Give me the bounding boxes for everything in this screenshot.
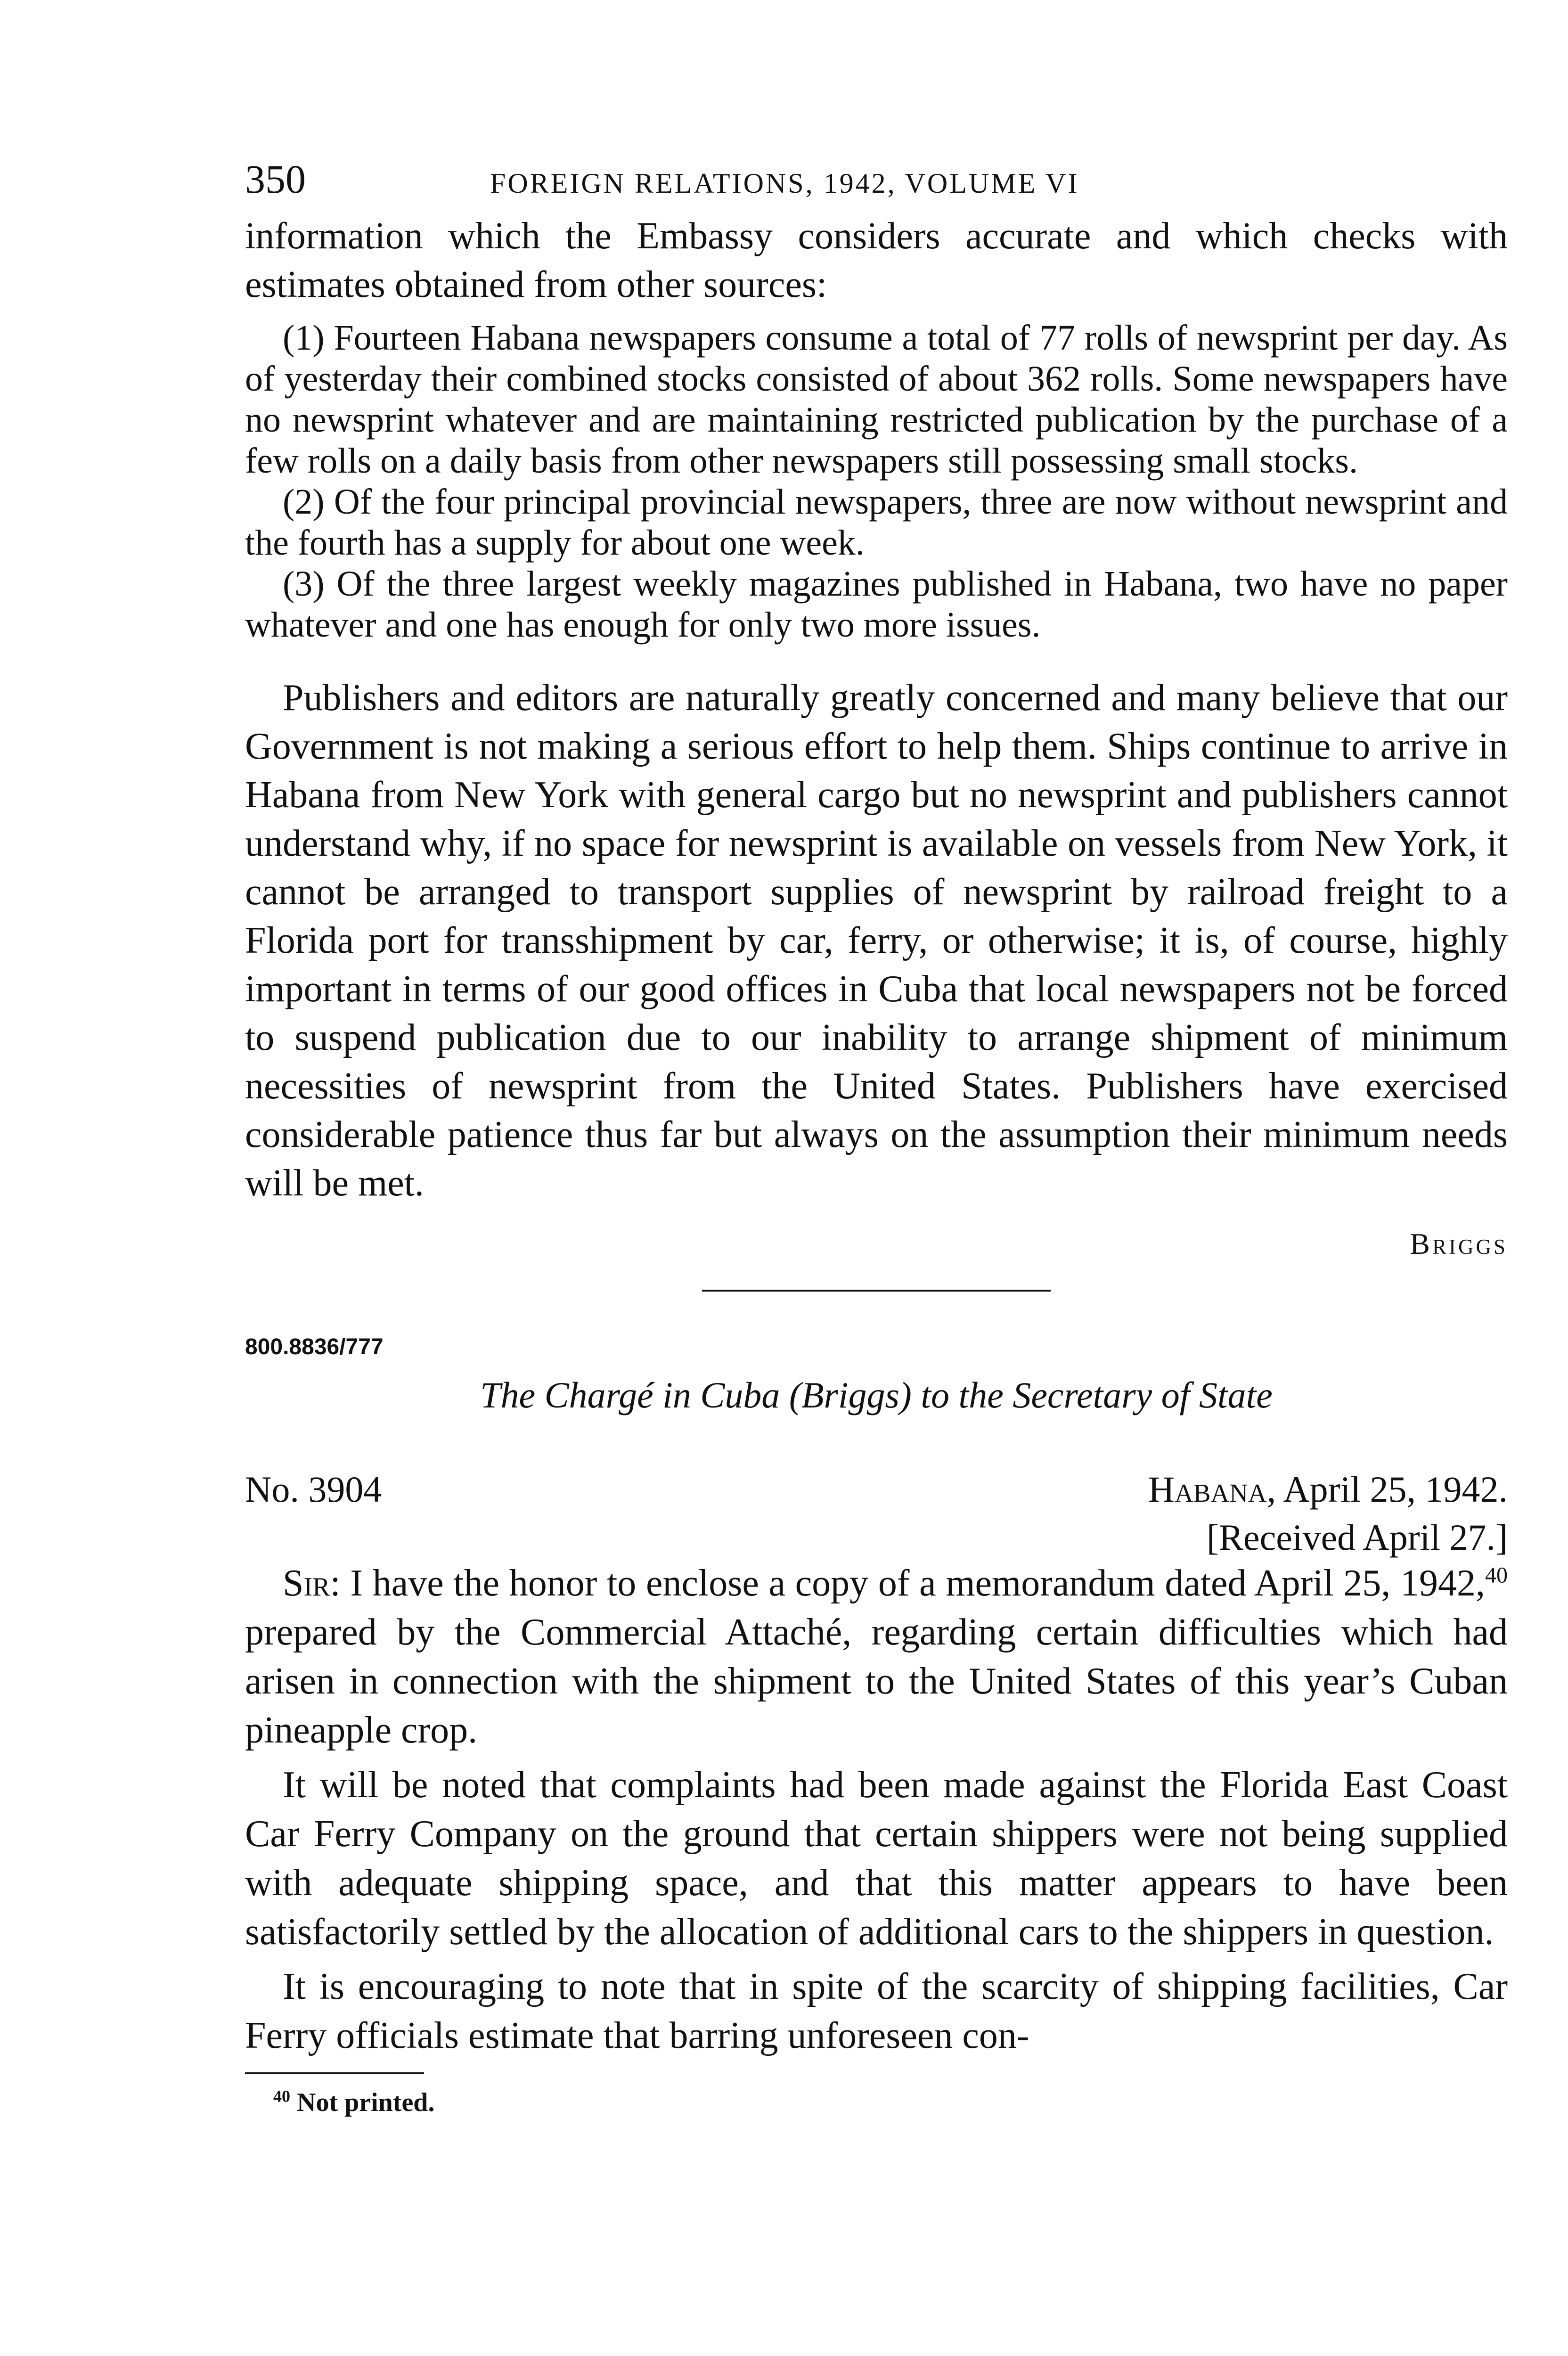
footnote-text: Not printed.: [290, 2088, 435, 2117]
running-head: FOREIGN RELATIONS, 1942, VOLUME VI: [490, 168, 1079, 199]
received-date: [Received April 27.]: [1207, 1517, 1508, 1558]
file-number: 800.8836/777: [245, 1334, 384, 1359]
signature: [245, 1227, 1508, 1261]
letter-paragraph: [245, 1559, 1508, 1755]
body-paragraph: Publishers and editors are naturally greatly concerned and many believe that our Government is not making a serious effort to help them. Ships continue to arrive in Habana from New York with general cargo but no newsprint and publishers cannot understand why, if no space for newsprint is available on vessels from New York, it cannot be arranged to transport supplies of newsprint by railroad freight to a Florida port for transshipment by car, ferry, or otherwise; it is, of course, highly important in terms of our good offices in Cuba that local newspapers not be forced to suspend publication due to our inability to arrange shipment of minimum necessities of newsprint from the United States. Publishers have exercised considerable patience thus far but always on the assumption their minimum needs will be met.: [245, 677, 1508, 1204]
list-item: (1) Fourteen Habana newspapers consume a total of 77 rolls of newsprint per day. As of yesterday their combined stocks consisted of about 362 rolls. Some newspapers have no newsprint whatever and are maintaining restricted publication by the purchase of a few rolls on a daily basis from other newspapers still possessing small stocks.: [245, 318, 1508, 481]
letter-body: [245, 1559, 1508, 2060]
footnote-number: 40: [273, 2086, 290, 2106]
page-number: 350: [245, 156, 306, 202]
list-item: (3) Of the three largest weekly magazines published in Habana, two have no paper whatever and one has enough for only two more issues.: [245, 564, 1508, 645]
letter-text: : I have the honor to enclose a copy of a memorandum dated April 25, 1942,: [330, 1562, 1485, 1604]
intro-paragraph: information which the Embassy considers accurate and which checks with estimates obtained from other sources:: [245, 215, 1508, 305]
page-header: [245, 155, 1508, 212]
letter-paragraph: It is encouraging to note that in spite of the scarcity of shipping facilities, Car Ferry officials estimate that barring unforeseen con-: [245, 1966, 1508, 2056]
section-divider: [702, 1290, 1051, 1292]
document-title: The Chargé in Cuba (Briggs) to the Secretary of State: [480, 1374, 1273, 1415]
footnote: [245, 2087, 1508, 2118]
document-page: [245, 155, 1508, 2118]
footnote-reference[interactable]: 40: [1485, 1562, 1508, 1588]
place-name: Habana: [1148, 1469, 1267, 1510]
dispatch-number: No. 3904: [245, 1469, 382, 1510]
salutation: Sir: [283, 1562, 330, 1604]
letter-text: prepared by the Commercial Attaché, regarding certain difficulties which had arisen in connection with the shipment to the United States of this year’s Cuban pineapple crop.: [245, 1612, 1508, 1751]
place-date: [1148, 1468, 1508, 1511]
date-text: , April 25, 1942.: [1266, 1469, 1508, 1510]
numbered-list: [245, 318, 1508, 646]
signature-name: Briggs: [1410, 1227, 1508, 1260]
list-item: (2) Of the four principal provincial newspapers, three are now without newsprint and the fourth has a supply for about one week.: [245, 482, 1508, 563]
footnote-divider: [245, 2072, 424, 2074]
dateline: [245, 1468, 1508, 1511]
letter-paragraph: It will be noted that complaints had been made against the Florida East Coast Car Ferry Company on the ground that certain shippers were not being supplied with adequate shipping space, and that this matter appears to have been satisfactorily settled by the allocation of additional cars to the shippers in question.: [245, 1764, 1508, 1953]
